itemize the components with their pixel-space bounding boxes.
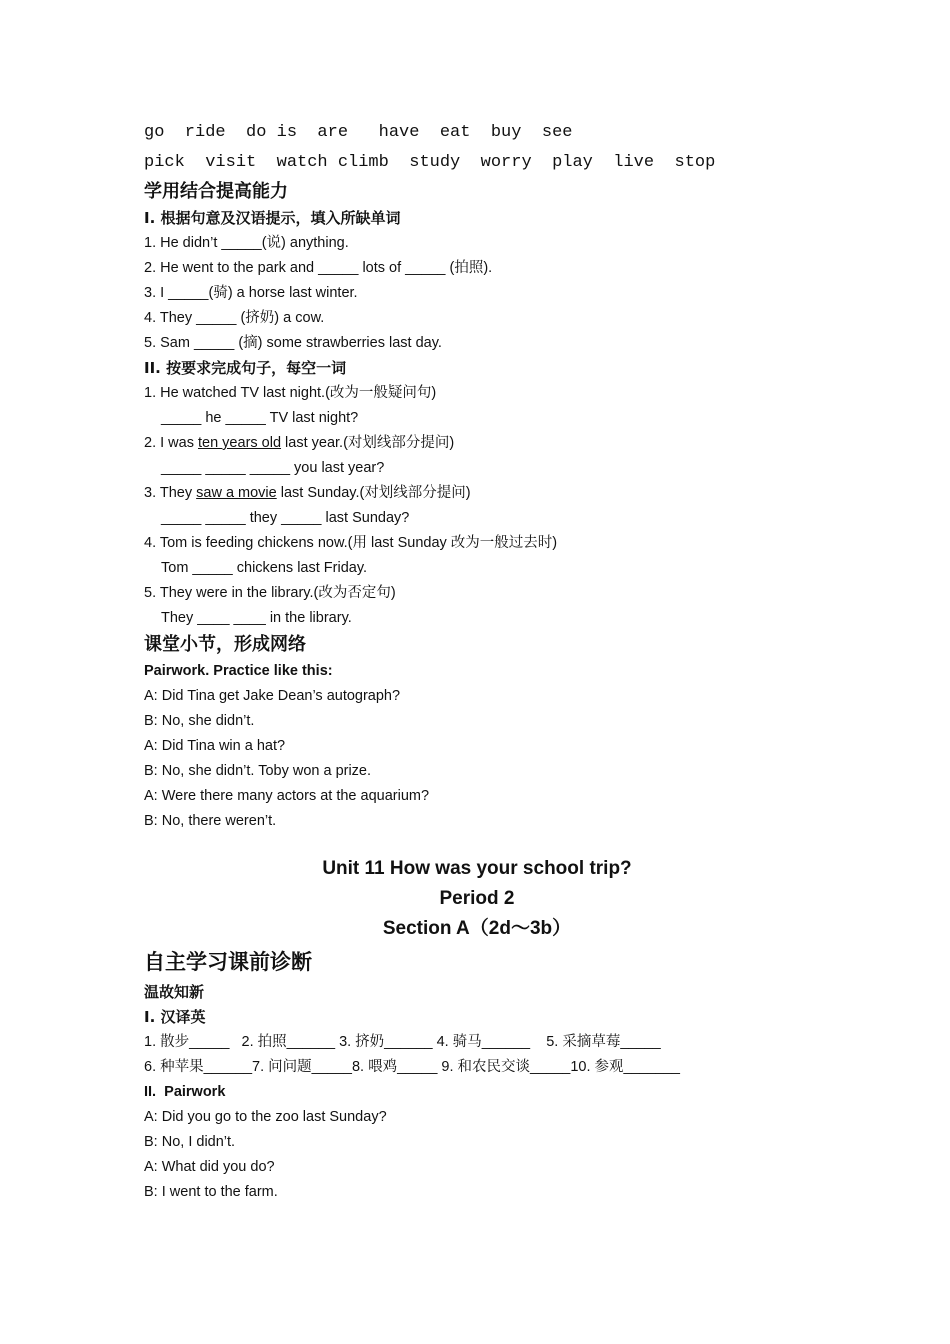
sentence-4-blank: Tom _____ chickens last Friday. [161,560,368,576]
sentence-2-post: last year.(对划线部分提问) [281,435,455,451]
dialogue-line: A: Did you go to the zoo last Sunday? [144,1109,387,1125]
sentence-3-underlined: saw a movie [196,485,277,501]
fill-question-3: 3. I _____(骑) a horse last winter. [144,285,358,301]
translate-row-1: 1. 散步_____ 2. 拍照______ 3. 挤奶______ 4. 骑马______ 5. 采摘草莓_____ [144,1034,661,1050]
dialogue-line: A: Did Tina win a hat? [144,738,286,754]
word-bank-row-2: pick visit watch climb study worry play live stop [144,153,716,172]
sentence-3 [144,481,784,506]
sentence-3-pre: 3. They [144,485,197,501]
sentence-3-blank: _____ _____ they _____ last Sunday? [161,510,410,526]
dialogue-line: A: Did Tina get Jake Dean’s autograph? [144,688,401,704]
section-title: Section A（2d～3b） [382,918,572,939]
section-heading-summary: 课堂小节，形成网络 [144,634,306,655]
worksheet-page [144,118,784,1205]
dialogue-line: B: No, I didn’t. [144,1134,236,1150]
sentence-1-blank: _____ he _____ TV last night? [161,410,359,426]
word-bank-row-1: go ride do is are have eat buy see [144,123,573,142]
period-title: Period 2 [439,888,515,909]
dialogue-line: B: I went to the farm. [144,1184,278,1200]
sentence-2-pre: 2. I was [144,435,198,451]
dialogue-line: B: No, there weren’t. [144,813,277,829]
sentence-3-post: last Sunday.(对划线部分提问) [276,485,471,501]
fill-question-2: 2. He went to the park and _____ lots of _____ (拍照). [144,260,493,276]
section-heading-practice: 学用结合提高能力 [144,181,288,202]
sentence-2-blank: _____ _____ _____ you last year? [161,460,385,476]
fill-question-1: 1. He didn’t _____(说) anything. [144,235,349,251]
sentence-5: 5. They were in the library.(改为否定句) [144,585,396,601]
unit-title: Unit 11 How was your school trip? [322,858,632,879]
sentence-1: 1. He watched TV last night.(改为一般疑问句) [144,385,437,401]
section-heading-self-study: 自主学习课前诊断 [144,950,312,974]
dialogue-line: B: No, she didn’t. [144,713,255,729]
part-title-translate: I. 汉译英 [144,1008,206,1026]
dialogue-line: B: No, she didn’t. Toby won a prize. [144,763,372,779]
dialogue-line: A: Were there many actors at the aquarium? [144,788,430,804]
part-title-complete-sentences: II. 按要求完成句子，每空一词 [144,359,347,377]
fill-question-4: 4. They _____ (挤奶) a cow. [144,310,325,326]
pairwork-title: Pairwork. Practice like this: [144,663,333,679]
sentence-2-underlined: ten years old [198,435,282,451]
sentence-5-blank: They ____ ____ in the library. [161,610,352,626]
sentence-2 [144,431,784,456]
dialogue-line: A: What did you do? [144,1159,275,1175]
sub-heading-review: 温故知新 [144,983,205,1001]
fill-question-5: 5. Sam _____ (摘) some strawberries last day. [144,335,442,351]
sentence-4: 4. Tom is feeding chickens now.(用 last Sunday 改为一般过去时) [144,535,558,551]
translate-row-2: 6. 种苹果______7. 问问题_____8. 喂鸡_____ 9. 和农民交谈_____10. 参观_______ [144,1059,680,1075]
part-title-pairwork: II. Pairwork [144,1084,226,1100]
part-title-fill-blanks: I. 根据句意及汉语提示，填入所缺单词 [144,209,401,227]
